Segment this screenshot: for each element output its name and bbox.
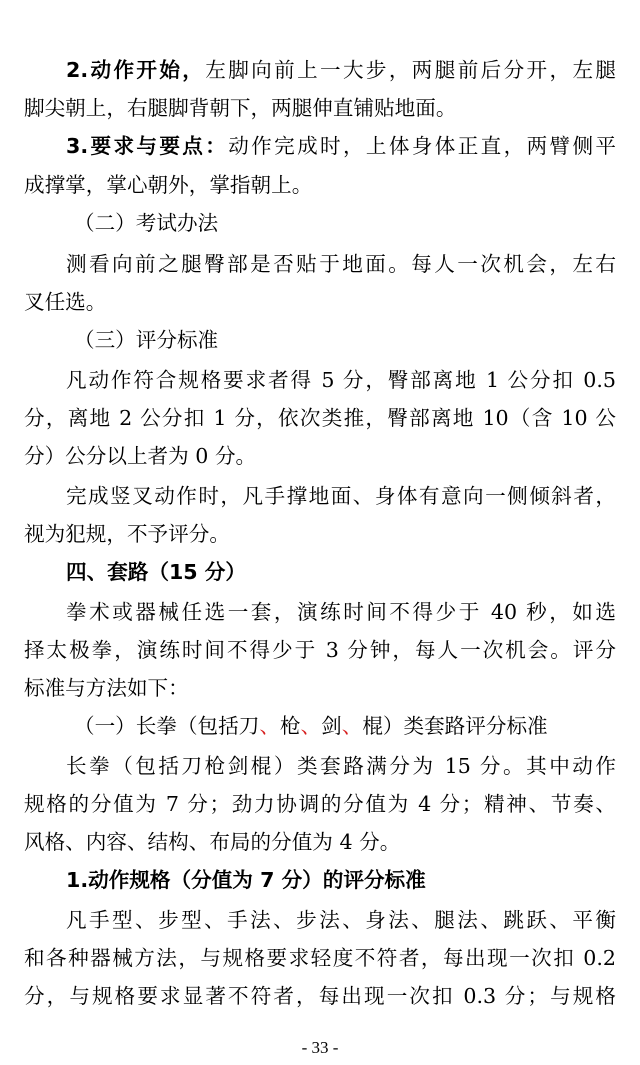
paragraph-line: 视为犯规，不予评分。 <box>24 522 230 546</box>
numbered-heading: 2.动作开始， <box>66 58 206 82</box>
heading-part: 枪 <box>279 714 301 738</box>
line-text: 左脚向前上一大步，两腿前后分开，左腿 <box>205 58 616 82</box>
paragraph-line: 分，与规格要求显著不符者，每出现一次扣 0.3 分；与规格 <box>24 984 616 1008</box>
heading-part: （一）长拳（包括刀 <box>74 714 260 738</box>
paragraph-line <box>66 55 616 85</box>
heading-part: 剑 <box>321 714 342 738</box>
paragraph-line: 择太极拳，演练时间不得少于 3 分钟，每人一次机会。评分 <box>24 638 616 662</box>
paragraph-line: 成撑掌，掌心朝外，掌指朝上。 <box>24 173 313 197</box>
paragraph-line <box>66 131 616 161</box>
red-separator: 、 <box>341 714 363 738</box>
paragraph-line: 拳术或器械任选一套，演练时间不得少于 40 秒，如选 <box>66 600 616 624</box>
paragraph-line: 脚尖朝上，右腿脚背朝下，两腿伸直铺贴地面。 <box>24 96 457 120</box>
section-heading: 四、套路（15 分） <box>66 560 246 584</box>
paragraph-line: 长拳（包括刀枪剑棍）类套路满分为 15 分。其中动作 <box>66 754 616 778</box>
paragraph-line: 完成竖叉动作时，凡手撑地面、身体有意向一侧倾斜者， <box>66 484 616 508</box>
red-separator: 、 <box>259 714 280 738</box>
paragraph-line: 分，离地 2 公分扣 1 分，依次类推，臀部离地 10（含 10 公 <box>24 406 616 430</box>
paragraph-line: 凡手型、步型、手法、步法、身法、腿法、跳跃、平衡 <box>66 908 616 932</box>
heading-part: 棍）类套路评分标准 <box>362 714 548 738</box>
section-subheading: （三）评分标准 <box>74 328 219 352</box>
paragraph-line: 风格、内容、结构、布局的分值为 4 分。 <box>24 830 401 854</box>
numbered-heading: 3.要求与要点： <box>66 134 229 158</box>
line-text: 动作完成时，上体身体正直，两臂侧平 <box>228 134 616 158</box>
paragraph-line: 测看向前之腿臀部是否贴于地面。每人一次机会，左右 <box>66 252 616 276</box>
numbered-subheading: 1.动作规格（分值为 7 分）的评分标准 <box>66 868 426 892</box>
page-number: - 33 - <box>301 1038 339 1057</box>
paragraph-line: 叉任选。 <box>24 290 107 314</box>
section-subheading <box>74 711 616 741</box>
paragraph-line: 规格的分值为 7 分；劲力协调的分值为 4 分；精神、节奏、 <box>24 792 616 816</box>
paragraph-line: 凡动作符合规格要求者得 5 分，臀部离地 1 公分扣 0.5 <box>66 368 616 392</box>
paragraph-line: 标准与方法如下： <box>24 676 189 700</box>
red-separator: 、 <box>300 714 322 738</box>
paragraph-line: 分）公分以上者为 0 分。 <box>24 444 257 468</box>
paragraph-line: 和各种器械方法，与规格要求轻度不符者，每出现一次扣 0.2 <box>24 946 616 970</box>
section-subheading: （二）考试办法 <box>74 211 219 235</box>
